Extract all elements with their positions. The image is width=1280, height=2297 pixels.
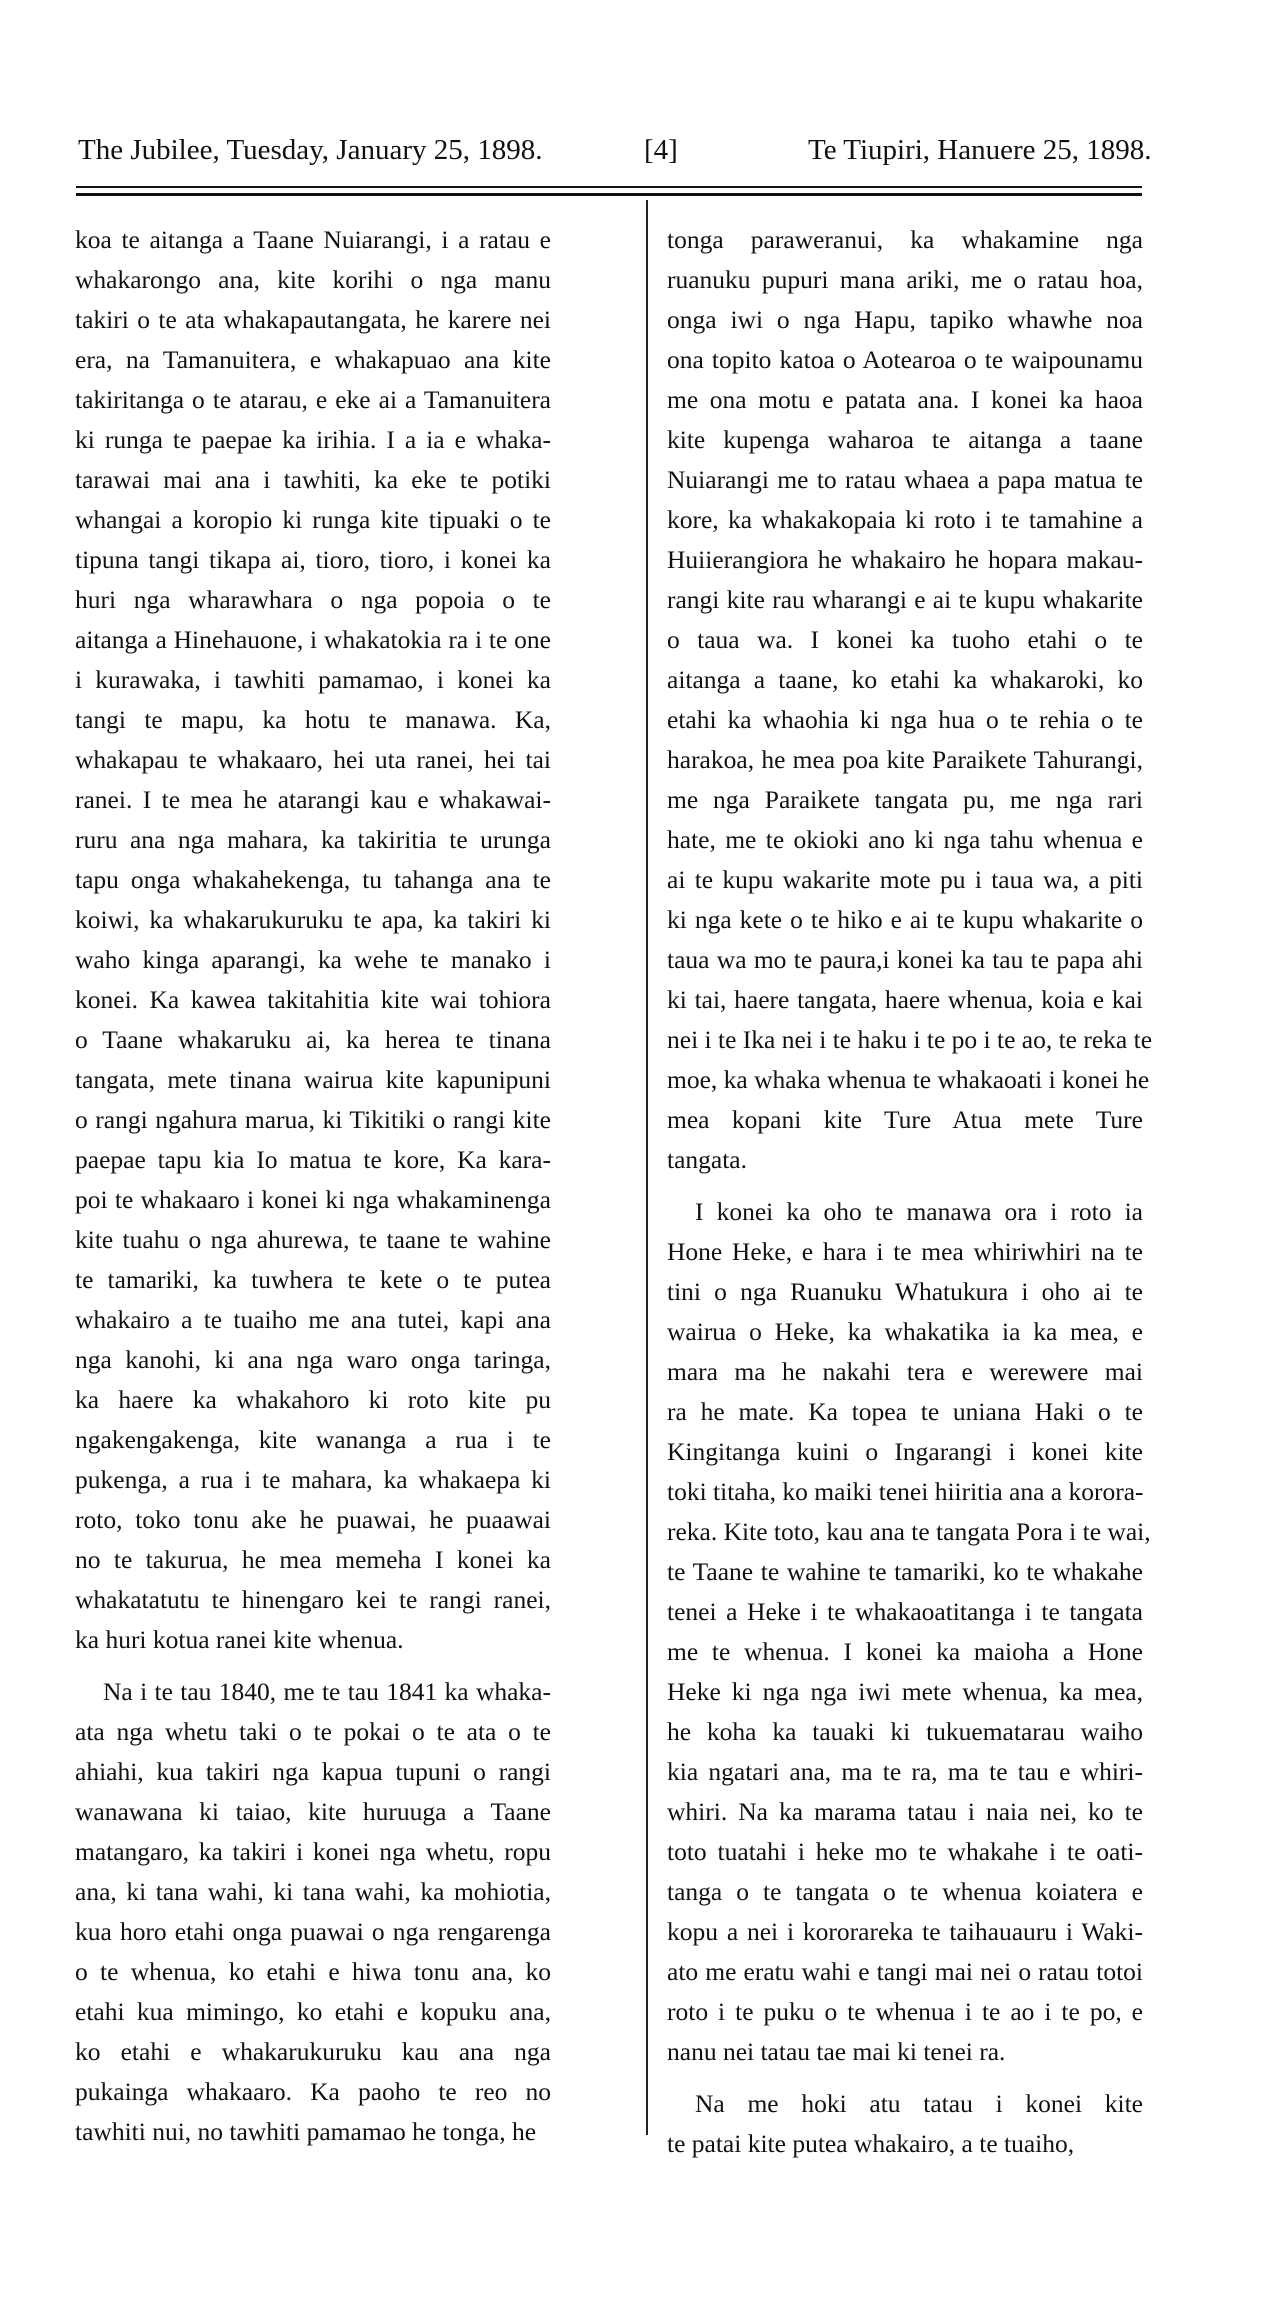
text-line: roto i te puku o te whenua i te ao i te po, e: [667, 1997, 1143, 2026]
paragraph: [75, 1672, 551, 2152]
text-line: whakarongo ana, kite korihi o nga manu: [75, 265, 551, 294]
text-line: whiri. Na ka marama tatau i naia nei, ko te: [667, 1797, 1143, 1826]
text-line: nei i te Ika nei i te haku i te po i te ao, te reka te: [667, 1025, 1153, 1054]
text-line: ato me eratu wahi e tangi mai nei o ratau totoi: [667, 1957, 1143, 1986]
text-line: roto, toko tonu ake he puawai, he puaawai: [75, 1505, 551, 1534]
text-line: ka huri kotua ranei kite whenua.: [75, 1625, 404, 1654]
text-line: whakatatutu te hinengaro kei te rangi ranei,: [75, 1585, 551, 1614]
column-divider: [646, 200, 648, 2135]
text-line: tangata.: [667, 1145, 747, 1174]
text-line: ngakengakenga, kite wananga a rua i te: [75, 1425, 551, 1454]
text-line: huri nga wharawhara o nga popoia o te: [75, 585, 551, 614]
text-line: koiwi, ka whakarukuruku te apa, ka takiri ki: [75, 905, 551, 934]
text-line: me te whenua. I konei ka maioha a Hone: [667, 1637, 1143, 1666]
text-line: ruanuku pupuri mana ariki, me o ratau hoa,: [667, 265, 1143, 294]
text-line: o Taane whakaruku ai, ka herea te tinana: [75, 1025, 551, 1054]
text-line: takiritanga o te atarau, e eke ai a Tamanuitera: [75, 385, 551, 414]
text-line: rangi kite rau wharangi e ai te kupu whakarite: [667, 585, 1143, 614]
header-rule-thick: [76, 193, 1142, 196]
text-line: aitanga a taane, ko etahi ka whakaroki, ko: [667, 665, 1143, 694]
text-line: Huiierangiora he whakairo he hopara makau-: [667, 545, 1143, 574]
text-line: ra he mate. Ka topea te uniana Haki o te: [667, 1397, 1143, 1426]
text-line: Kingitanga kuini o Ingarangi i konei kite: [667, 1437, 1143, 1466]
text-line: no te takurua, he mea memeha I konei ka: [75, 1545, 551, 1574]
text-line: poi te whakaaro i konei ki nga whakaminenga: [75, 1185, 551, 1214]
text-line: Na me hoki atu tatau i konei kite: [695, 2089, 1143, 2118]
text-line: konei. Ka kawea takitahitia kite wai tohiora: [75, 985, 551, 1014]
running-header-maori: Te Tiupiri, Hanuere 25, 1898.: [808, 134, 1152, 166]
text-line: kore, ka whakakopaia ki roto i te tamahine a: [667, 505, 1143, 534]
text-line: mea kopani kite Ture Atua mete Ture: [667, 1105, 1143, 1134]
text-line: waho kinga aparangi, ka wehe te manako i: [75, 945, 551, 974]
text-line: te Taane te wahine te tamariki, ko te whakahe: [667, 1557, 1143, 1586]
text-line: ki runga te paepae ka irihia. I a ia e whaka-: [75, 425, 551, 454]
text-line: nga kanohi, ki ana nga waro onga taringa,: [75, 1345, 551, 1374]
text-line: kia ngatari ana, ma te ra, ma te tau e whiri-: [667, 1757, 1143, 1786]
text-line: toki titaha, ko maiki tenei hiiritia ana a kororа-: [667, 1477, 1144, 1506]
text-line: etahi ka whaohia ki nga hua o te rehia o te: [667, 705, 1143, 734]
text-line: ranei. I te mea he atarangi kau e whakawai-: [75, 785, 551, 814]
header-rule-thin: [76, 186, 1142, 188]
text-line: tarawai mai ana i tawhiti, ka eke te potiki: [75, 465, 551, 494]
text-line: tini o nga Ruanuku Whatukura i oho ai te: [667, 1277, 1143, 1306]
text-line: he koha ka tauaki ki tukuematarau waiho: [667, 1717, 1143, 1746]
text-line: harakoa, he mea poa kite Paraikete Tahurangi,: [667, 745, 1143, 774]
text-line: wairua o Heke, ka whakatika ia ka mea, e: [667, 1317, 1143, 1346]
text-line: onga iwi o nga Hapu, tapiko whawhe noa: [667, 305, 1143, 334]
text-line: Heke ki nga nga iwi mete whenua, ka mea,: [667, 1677, 1143, 1706]
paragraph: [667, 2084, 1143, 2164]
text-line: ki tai, haere tangata, haere whenua, koia e kai: [667, 985, 1143, 1014]
text-line: kite kupenga waharoa te aitanga a taane: [667, 425, 1143, 454]
right-column: [667, 220, 1153, 2176]
left-column: [75, 220, 551, 2164]
text-line: ahiahi, kua takiri nga kapua tupuni o rangi: [75, 1757, 551, 1786]
text-line: wanawana ki taiao, kite huruuga a Taane: [75, 1797, 551, 1826]
running-header-english: The Jubilee, Tuesday, January 25, 1898.: [78, 134, 543, 166]
text-line: ai te kupu wakarite mote pu i taua wa, a piti: [667, 865, 1143, 894]
text-line: o te whenua, ko etahi e hiwa tonu ana, ko: [75, 1957, 551, 1986]
text-line: me nga Paraikete tangata pu, me nga rari: [667, 785, 1143, 814]
text-line: takiri o te ata whakapautangata, he karere nei: [75, 305, 551, 334]
text-line: I konei ka oho te manawa ora i roto ia: [695, 1197, 1143, 1226]
text-line: tangi te mapu, ka hotu te manawa. Ka,: [75, 705, 551, 734]
text-line: mara ma he nakahi tera e werewere mai: [667, 1357, 1143, 1386]
text-line: whakapau te whakaaro, hei uta ranei, hei tai: [75, 745, 551, 774]
paragraph: [75, 220, 551, 1660]
text-line: tanga o te tangata o te whenua koiatera e: [667, 1877, 1143, 1906]
text-line: koa te aitanga a Taane Nuiarangi, i a ratau e: [75, 225, 551, 254]
text-line: o taua wa. I konei ka tuoho etahi o te: [667, 625, 1143, 654]
text-line: tenei a Heke i te whakaoatitanga i te tangata: [667, 1597, 1143, 1626]
text-line: ka haere ka whakahoro ki roto kite pu: [75, 1385, 551, 1414]
text-line: ko etahi e whakarukuruku kau ana nga: [75, 2037, 551, 2066]
text-line: kua horo etahi onga puawai o nga rengarenga: [75, 1917, 551, 1946]
text-line: aitanga a Hinehauone, i whakatokia ra i te one: [75, 625, 551, 654]
text-line: taua wa mo te paura,i konei ka tau te papa ahi: [667, 945, 1143, 974]
text-line: toto tuatahi i heke mo te whakahe i te oati-: [667, 1837, 1143, 1866]
text-line: tonga paraweranui, ka whakamine nga: [667, 225, 1143, 254]
text-line: moe, ka whaka whenua te whakaoati i konei he: [667, 1065, 1150, 1094]
text-line: i kurawaka, i tawhiti pamamao, i konei ka: [75, 665, 551, 694]
text-line: ruru ana nga mahara, ka takiritia te urunga: [75, 825, 551, 854]
paragraph: [667, 1192, 1151, 2072]
text-line: ona topito katoa o Aotearoa o te waipounamu: [667, 345, 1143, 374]
text-line: ata nga whetu taki o te pokai o te ata o te: [75, 1717, 551, 1746]
text-line: tapu onga whakahekenga, tu tahanga ana te: [75, 865, 551, 894]
text-line: o rangi ngahura marua, ki Tikitiki o rangi kite: [75, 1105, 551, 1134]
text-line: pukainga whakaaro. Ka paoho te reo no: [75, 2077, 551, 2106]
text-line: te tamariki, ka tuwhera te kete o te putea: [75, 1265, 551, 1294]
text-line: Nuiarangi me to ratau whaea a papa matua te: [667, 465, 1143, 494]
text-line: era, na Tamanuitera, e whakapuao ana kite: [75, 345, 551, 374]
text-line: etahi kua mimingo, ko etahi e kopuku ana,: [75, 1997, 551, 2026]
text-line: ana, ki tana wahi, ki tana wahi, ka mohiotia,: [75, 1877, 551, 1906]
paragraph: [667, 220, 1153, 1180]
text-line: hate, me te okioki ano ki nga tahu whenua e: [667, 825, 1143, 854]
text-line: kopu a nei i kororareka te taihauauru i Waki-: [667, 1917, 1143, 1946]
page-number: [4]: [644, 134, 678, 166]
text-line: whakairo a te tuaiho me ana tutei, kapi ana: [75, 1305, 551, 1334]
text-line: Hone Heke, e hara i te mea whiriwhiri na te: [667, 1237, 1143, 1266]
text-line: me ona motu e patata ana. I konei ka haoa: [667, 385, 1143, 414]
text-line: whangai a koropio ki runga kite tipuaki o te: [75, 505, 551, 534]
text-line: tipuna tangi tikapa ai, tioro, tioro, i konei ka: [75, 545, 551, 574]
text-line: ki nga kete o te hiko e ai te kupu whakarite o: [667, 905, 1143, 934]
text-line: tawhiti nui, no tawhiti pamamao he tonga, he: [75, 2117, 537, 2146]
text-line: paepae tapu kia Io matua te kore, Ka kara-: [75, 1145, 551, 1174]
text-line: matangaro, ka takiri i konei nga whetu, ropu: [75, 1837, 551, 1866]
text-line: Na i te tau 1840, me te tau 1841 ka whaka-: [103, 1677, 551, 1706]
text-line: te patai kite putea whakairo, a te tuaiho,: [667, 2129, 1075, 2158]
text-line: nanu nei tatau tae mai ki tenei ra.: [667, 2037, 1006, 2066]
text-line: kite tuahu o nga ahurewa, te taane te wahine: [75, 1225, 551, 1254]
text-line: pukenga, a rua i te mahara, ka whakaepa ki: [75, 1465, 551, 1494]
text-line: tangata, mete tinana wairua kite kapunipuni: [75, 1065, 551, 1094]
text-line: reka. Kite toto, kau ana te tangata Pora i te wai,: [667, 1517, 1151, 1546]
